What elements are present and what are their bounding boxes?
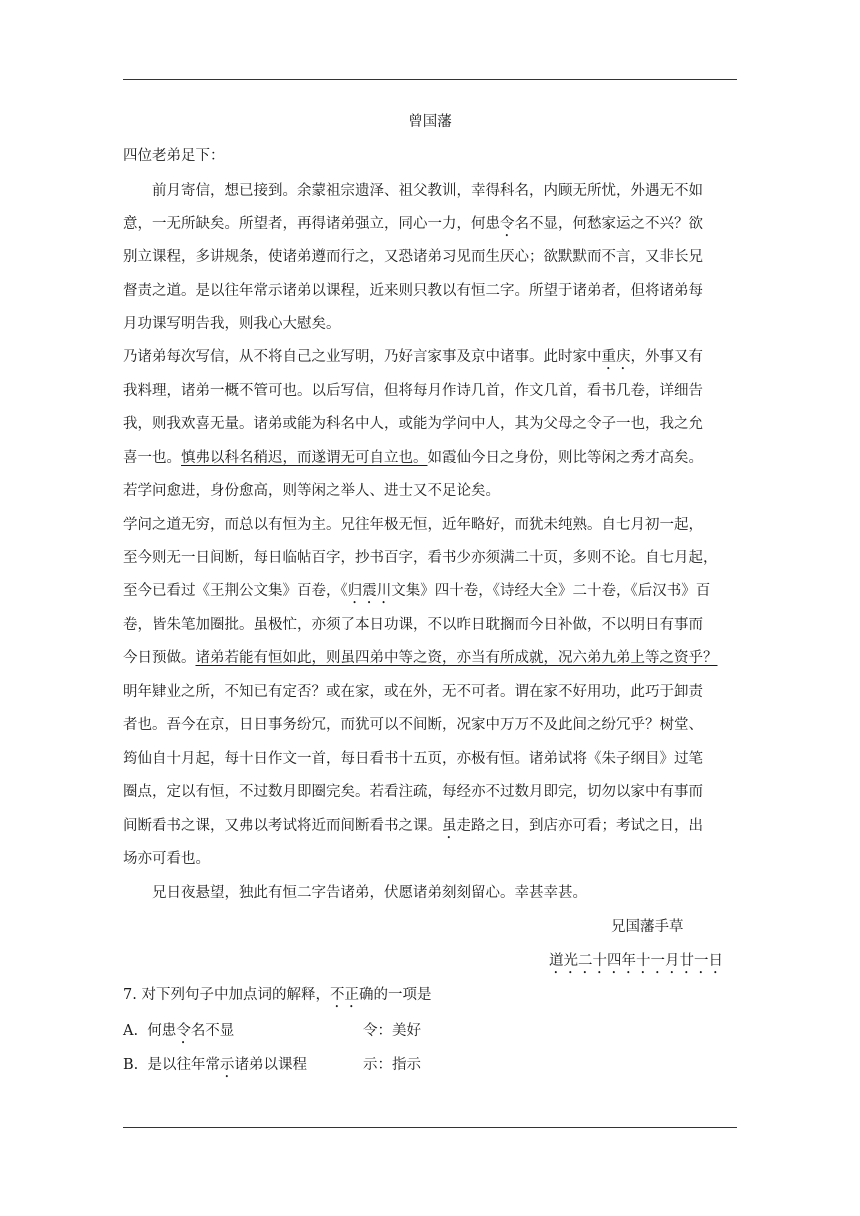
option-b-explanation: 示：指示 bbox=[363, 1057, 421, 1073]
letter-salutation: 四位老弟足下： bbox=[123, 148, 225, 164]
p3-line: 间断看书之课，又弗以考试将近而间断看书之课。虽走路之日，到店亦可看；考试之日，出 bbox=[123, 818, 703, 834]
header-rule bbox=[123, 79, 737, 80]
p3-line: 至今已看过《王荆公文集》百卷，《归震川文集》四十卷，《诗经大全》二十卷，《后汉书》百 bbox=[123, 583, 711, 599]
p3-line: 今日预做。诸弟若能有恒如此，则虽四弟中等之资，亦当有所成就，况六弟九弟上等之资乎？ bbox=[123, 650, 718, 666]
p3-line: 筠仙自十月起，每十日作文一首，每日看书十五页，亦极有恒。诸弟试将《朱子纲目》过笔 bbox=[123, 751, 703, 767]
p1-line: 别立课程，多讲规条，使诸弟遵而行之，又恐诸弟习见而生厌心；欲默默而不言，又非长兄 bbox=[123, 249, 703, 265]
option-a-explanation: 令：美好 bbox=[363, 1023, 421, 1039]
dotted-word: 示 bbox=[219, 1057, 235, 1073]
p1-line: 意，一无所缺矣。所望者，再得诸弟强立，同心一力，何患令名不显，何愁家运之不兴？欲 bbox=[123, 216, 703, 232]
p2-line: 我，则我欢喜无量。诸弟或能为科名中人，或能为学问中人，其为父母之令子一也，我之允 bbox=[123, 416, 703, 432]
dotted-word: 令 bbox=[176, 1023, 191, 1039]
p3-line: 至今则无一日间断，每日临帖百字，抄书百字，看书少亦须满二十页，多则不论。自七月起， bbox=[123, 550, 718, 566]
p2-line: 乃诸弟每次写信，从不将自己之业写明，乃好言家事及京中诸事。此时家中重庆，外事又有 bbox=[123, 349, 703, 365]
p1-line: 前月寄信，想已接到。余蒙祖宗遗泽、祖父教训，幸得科名，内顾无所忧，外遇无不如 bbox=[152, 183, 703, 199]
question-stem: 7. 对下列句子中加点词的解释，不正确的一项是 bbox=[123, 987, 432, 1003]
p2-line: 我料理，诸弟一概不管可也。以后写信，但将每月作诗几首，作文几首，看书几卷，详细告 bbox=[123, 383, 703, 399]
p2-line: 喜一也。慎弗以科名稍迟，而遂谓无可自立也。如霞仙今日之身份，则比等闲之秀才高矣。 bbox=[123, 450, 703, 466]
p1-line: 督责之道。是以往年常示诸弟以课程，近来则只教以有恒二字。所望于诸弟者，但将诸弟每 bbox=[123, 283, 703, 299]
p1-line: 月功课写明告我，则我心大慰矣。 bbox=[123, 316, 341, 332]
p2-line: 若学问愈进，身份愈高，则等闲之举人、进士又不足论矣。 bbox=[123, 483, 500, 499]
p3-line: 明年肄业之所，不知已有定否？或在家，或在外，无不可者。谓在家不好用功，此巧于卸责 bbox=[123, 684, 703, 700]
letter-date: 道光二十四年十一月廿一日 bbox=[549, 953, 723, 969]
footer-rule bbox=[123, 1127, 737, 1128]
letter-signature: 兄国藩手草 bbox=[611, 919, 684, 935]
letter-author: 曾国藩 bbox=[408, 114, 452, 130]
dotted-word: 令 bbox=[500, 216, 515, 232]
p3-line: 者也。吾今在京，日日事务纷冗，而犹可以不间断，况家中万万不及此间之纷冗乎？树堂、 bbox=[123, 717, 703, 733]
dotted-word: 虽 bbox=[442, 818, 457, 834]
p3-line: 圈点，定以有恒，不过数月即圈完矣。若看注疏，每经亦不过数月即完，切勿以家中有事而 bbox=[123, 784, 703, 800]
p3-line: 学问之道无穷，而总以有恒为主。兄往年极无恒，近年略好，而犹未纯熟。自七月初一起， bbox=[123, 517, 703, 533]
p4-line: 兄日夜悬望，独此有恒二字告诸弟，伏愿诸弟刻刻留心。幸甚幸甚。 bbox=[152, 885, 587, 901]
option-a[interactable]: A. 何患令名不显 令：美好 bbox=[123, 1023, 421, 1039]
dotted-word: 重庆 bbox=[601, 349, 631, 365]
p3-line: 场亦可看也。 bbox=[123, 851, 210, 867]
p3-line: 卷，皆朱笔加圈批。虽极忙，亦须了本日功课，不以昨日耽搁而今日补做，不以明日有事而 bbox=[123, 617, 703, 633]
underlined-sentence: 慎弗以科名稍迟，而遂谓无可自立也。 bbox=[181, 450, 428, 466]
underlined-sentence: 诸弟若能有恒如此，则虽四弟中等之资，亦当有所成就，况六弟九弟上等之资乎？ bbox=[195, 650, 718, 666]
option-b[interactable]: B. 是以往年常示诸弟以课程 示：指示 bbox=[123, 1057, 421, 1073]
dotted-word: 归震川 bbox=[347, 583, 392, 599]
emphasis-word: 不正 bbox=[329, 987, 359, 1003]
